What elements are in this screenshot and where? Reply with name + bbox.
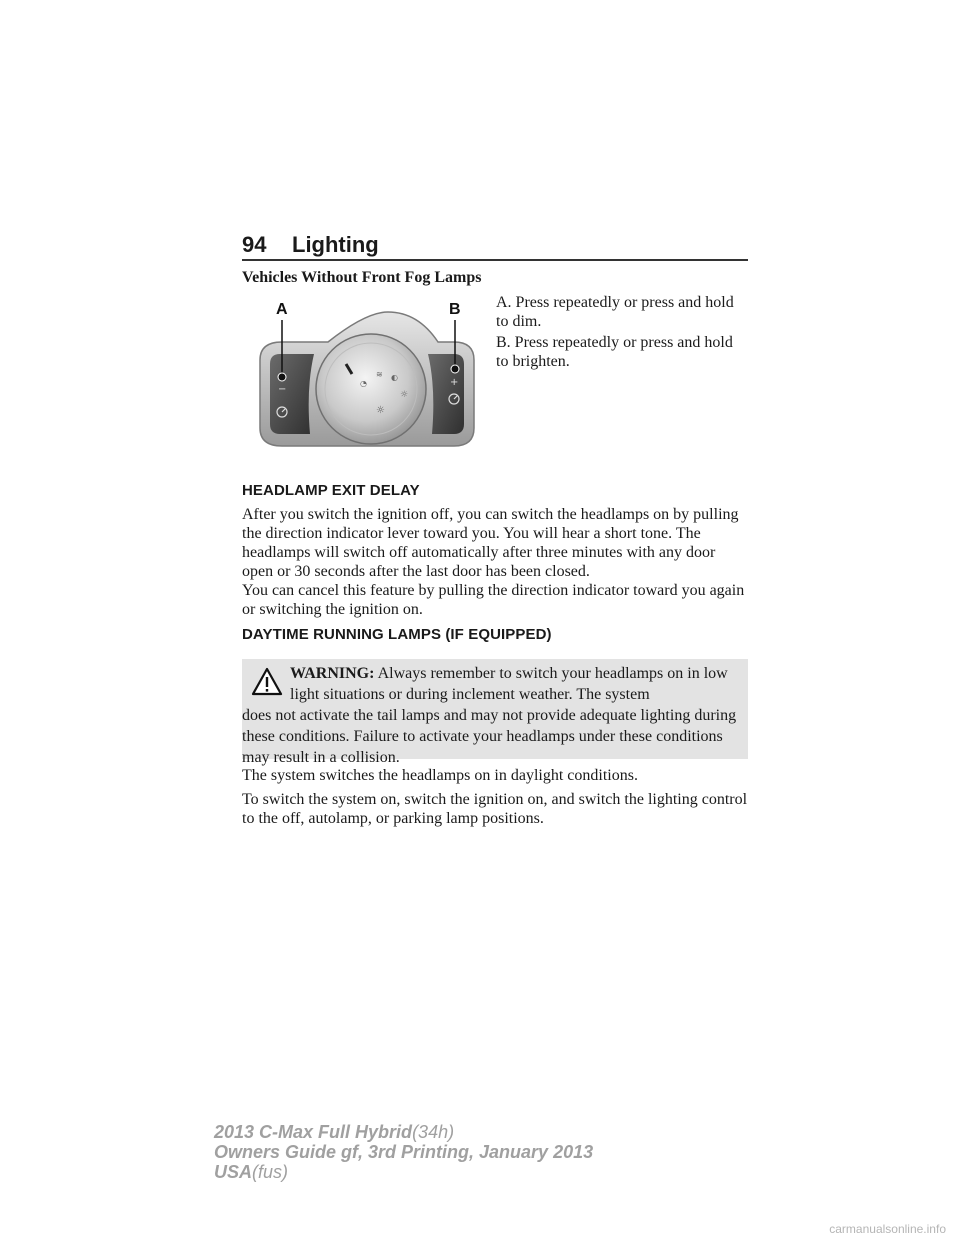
drl-heading: DAYTIME RUNNING LAMPS (IF EQUIPPED) [242, 626, 552, 643]
subheading: Vehicles Without Front Fog Lamps [242, 269, 482, 286]
footer-model: 2013 C-Max Full Hybrid [214, 1122, 413, 1142]
minus-symbol: − [278, 384, 287, 395]
callout-a-dot [278, 373, 286, 381]
drl-para-2: To switch the system on, switch the ignition on, and switch the lighting control to the off, autolamp, or parking lamp positions. [242, 791, 748, 827]
footer-region-code: (fus) [252, 1162, 289, 1182]
warning-rest: does not activate the tail lamps and may not provide adequate lighting during these conditions. Failure to activate your headlamps under these conditions may result in a collision. [242, 707, 737, 766]
section-title: Lighting [292, 232, 379, 257]
footer-model-code: (34h) [412, 1122, 455, 1142]
label-b: B [449, 301, 461, 318]
footer [214, 1122, 593, 1182]
drl-para-1: The system switches the headlamps on in daylight conditions. [242, 767, 638, 784]
svg-text:≋: ≋ [376, 370, 383, 379]
exit-delay-heading: HEADLAMP EXIT DELAY [242, 482, 420, 499]
warning-label: WARNING: [290, 665, 375, 682]
dimmer-pad-right [428, 354, 464, 434]
exit-delay-para-2: You can cancel this feature by pulling the direction indicator toward you again or switching the ignition on. [242, 582, 745, 618]
header-rule [242, 259, 748, 261]
lighting-control-figure [248, 288, 483, 456]
svg-text:☼: ☼ [400, 390, 409, 400]
svg-text:◐: ◐ [391, 373, 398, 382]
warning-box [242, 659, 748, 766]
watermark[interactable]: carmanualsonline.info [829, 1222, 946, 1236]
page-number: 94 [242, 232, 267, 257]
callout-b-text: B. Press repeatedly or press and hold to brighten. [496, 334, 733, 370]
warning-text [242, 663, 742, 768]
footer-region: USA [214, 1162, 253, 1182]
svg-text:◔: ◔ [360, 379, 367, 388]
warning-first-line: Always remember to switch your headlamps on in low light situations or during inclement weather. The system [290, 665, 728, 703]
dimmer-pad-left [270, 354, 314, 434]
callout-b-dot [451, 365, 459, 373]
callout-a-text: A. Press repeatedly or press and hold to dim. [496, 294, 734, 330]
headlamp-knob [316, 334, 426, 444]
footer-guide: Owners Guide gf, 3rd Printing, January 2013 [214, 1142, 594, 1162]
lighting-control-illustration [248, 288, 483, 456]
sun-icon: ☼ [376, 405, 385, 416]
exit-delay-para-1: After you switch the ignition off, you can switch the headlamps on by pulling the direction indicator lever toward you. You will hear a short tone. The headlamps will switch off automatically after three minutes with any door open or 30 seconds after the last door has been closed. [242, 506, 739, 580]
plus-symbol: + [450, 377, 459, 388]
label-a: A [276, 301, 288, 318]
